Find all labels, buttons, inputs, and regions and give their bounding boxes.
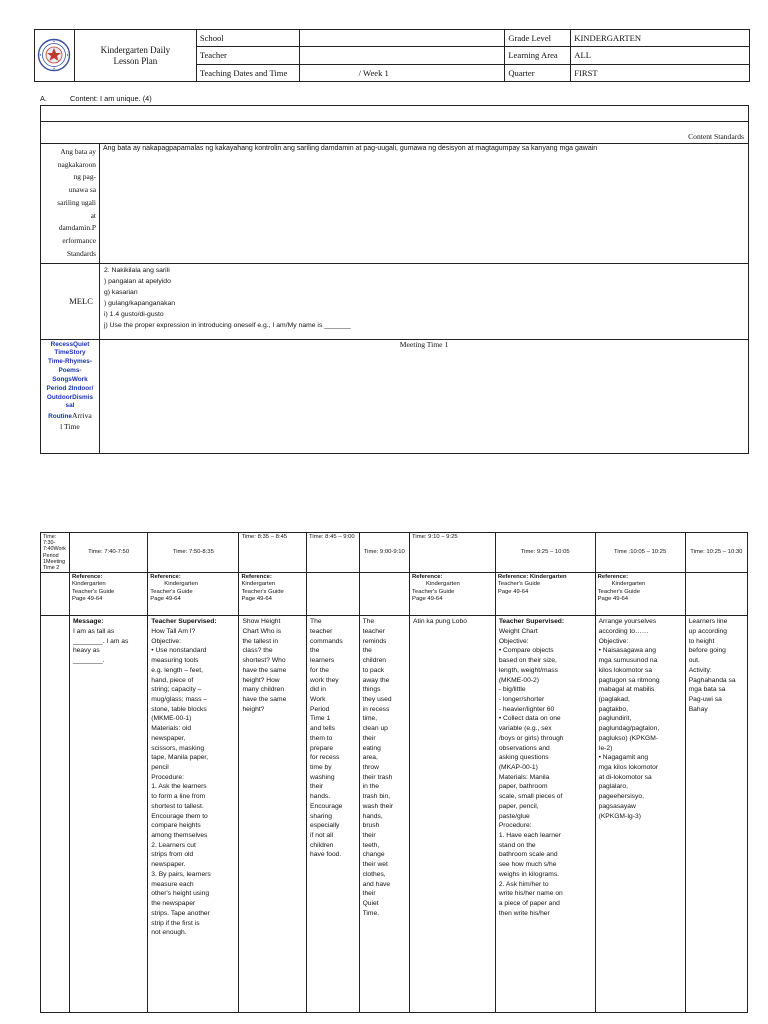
deped-seal-icon: [37, 38, 71, 72]
ref-cell-empty: [685, 573, 747, 616]
header-table: [34, 29, 750, 82]
teaching-dates-value: [299, 64, 505, 81]
blank-row: [41, 106, 749, 122]
learning-area-label: Learning Area: [505, 47, 571, 64]
ref-cell-empty: [359, 573, 409, 616]
melc-item: g) kasarian: [103, 288, 138, 296]
meeting-time-title: Meeting Time 1: [99, 339, 748, 453]
quiet-time-cell: The teacher reminds the children to pack away the things they used in recess time, clean up their eating area, throw their trash in the trash bin, wash their hands, brush their teeth, change their wet clothes, and have their Quiet Time.: [359, 616, 409, 1013]
performance-standards-label: Ang bata ay nagkakaroon ng pag- unawa sa sariling ugali at damdamin.P erformance Standards: [41, 144, 100, 264]
time-cell: Time: 7:40-7:50: [69, 533, 147, 573]
reference-cell: Reference: Kindergarten Teacher's Guide Page 49-64: [495, 573, 595, 616]
time-cell: Time: 8:45 – 9:00: [307, 533, 360, 573]
content-line: [40, 94, 152, 103]
learning-area-value: ALL: [571, 47, 750, 64]
grade-level-label: Grade Level: [505, 30, 571, 47]
melc-item: 2. Nakikilala ang sarili: [103, 266, 170, 274]
time-cell: Time: 9:00-9:10: [359, 533, 409, 573]
story-cell: Atin ka pung Lobo: [410, 616, 496, 1013]
time-cell: Time :10:05 – 10:25: [595, 533, 685, 573]
melc-item: ) gulang/kapanganakan: [103, 299, 176, 307]
melc-item: j) Use the proper expression in introducing oneself e.g., I am/My name is _______: [103, 321, 351, 329]
recess-prep-cell: The teacher commands the learners for the work they did in Work Period Time 1 and tells them to prepare for recess time by washing their hands. Encourage sharing especially if not all children have food.: [307, 616, 360, 1013]
standards-table: [40, 105, 749, 454]
teacher-value: [299, 47, 505, 64]
body-cell-empty: [41, 616, 70, 1013]
teaching-dates-label: Teaching Dates and Time: [196, 64, 299, 81]
school-value: [299, 30, 505, 47]
time-cell: Time: 7:50-8:35: [148, 533, 239, 573]
quarter-label: Quarter: [505, 64, 571, 81]
lesson-plan-title: [74, 30, 196, 82]
time-cell: Time: 8:35 – 8:45: [239, 533, 307, 573]
time-cell: Time: 9:10 – 9:25: [410, 533, 496, 573]
reference-cell: Reference: Kindergarten Teacher's Guide Page 49-64: [239, 573, 307, 616]
content-standards-label: Content Standards: [41, 122, 749, 144]
quarter-value: FIRST: [571, 64, 750, 81]
routine-label: RecessQuiet TimeStory Time-Rhymes- Poems- SongsWork Period 2Indoor/ OutdoorDismis sal RoutineArriva l Time: [41, 339, 100, 453]
content-letter: A.: [40, 94, 47, 103]
time-cell: Time: 9:25 – 10:05: [495, 533, 595, 573]
title-line-2: Lesson Plan: [113, 55, 158, 66]
teacher-label: Teacher: [196, 47, 299, 64]
schedule-table: [40, 532, 748, 1013]
reference-cell: Reference: Kindergarten Teacher's Guide Page 49-64: [595, 573, 685, 616]
grade-level-value: KINDERGARTEN: [571, 30, 750, 47]
ref-cell-empty: [307, 573, 360, 616]
how-tall-cell: Teacher Supervised: How Tall Am I? Objective: • Use nonstandard measuring tools e.g. length – feet, hand, piece of string; capacity – mug/glass; mass – stone, table blocks (MKME-00-1) Materials: old newspaper, scissors, masking tape, Manila paper, pencil Procedure: 1. Ask the learners to form a line from shortest to tallest. Encourage them to compare heights among themselves 2. Learners cut strips from old newspaper. 3. By pairs, learners measure each other's height using the newspaper strips. Tape another strip if the first is not enough.: [148, 616, 239, 1013]
height-chart-cell: Show Height Chart Who is the tallest in class? the shortest? Who have the same height? How many children have the same height?: [239, 616, 307, 1013]
performance-standards-text: Ang bata ay nakapagpapamalas ng kakayahang kontrolin ang sariling damdamin at pag-uugali, gumawa ng desisyon at magtagumpay sa kanyang mga gawain: [99, 144, 748, 264]
reference-cell: Reference: Kindergarten Teacher's Guide Page 49-64: [410, 573, 496, 616]
message-cell: Message: I am as tall as ________. I am as heavy as ________.: [69, 616, 147, 1013]
reference-cell: Reference: Kindergarten Teacher's Guide Page 49-64: [148, 573, 239, 616]
ref-cell-empty: [41, 573, 70, 616]
content-text: Content: I am unique. (4): [70, 94, 152, 103]
reference-cell: Reference: Kindergarten Teacher's Guide Page 49-64: [69, 573, 147, 616]
deped-seal: [35, 30, 75, 82]
week-text: / Week 1: [358, 67, 389, 78]
arrange-yourselves-cell: Arrange yourselves according to…… Objective: • Naisasagawa ang mga sumusunod na kilos lokomotor sa pagtugon sa ritmong mabagal at mabilis (paglakad, pagtakbo, paglundirit, paglundag/pagtalon, paglukso) (KPKGM- Ie-2) • Nagagamit ang mga kilos lokomotor at di-lokomotor sa paglalaro, pageehersisyo, pagsasayaw (KPKGM-Ig-3): [595, 616, 685, 1013]
school-label: School: [196, 30, 299, 47]
time-cell: Time: 10:25 – 10:30: [685, 533, 747, 573]
melc-item: ) pangalan at apelyido: [103, 277, 171, 285]
melc-label: MELC: [41, 263, 100, 339]
time-cell: Time: 7:30-7:40Work Period 1Meeting Time 2: [41, 533, 70, 573]
weight-chart-cell: Teacher Supervised: Weight Chart Objective: • Compare objects based on their size, length, weight/mass (MKME-00-2) - big/little - longer/shorter - heavier/lighter 60 • Collect data on one variable (e.g., sex /boys or girls) through observations and asking questions (MKAP-00-1) Materials: Manila paper, bathroom scale, small pieces of paper, pencil, paste/glue Procedure: 1. Have each learner stand on the bathroom scale and see how much s/he weighs in kilograms. 2. Ask him/her to write his/her name on a piece of paper and then write his/her: [495, 616, 595, 1013]
melc-item: i) 1.4 gusto/di-gusto: [103, 310, 164, 318]
melc-list: [99, 263, 748, 339]
title-line-1: Kindergarten Daily: [100, 44, 171, 55]
dismissal-cell: Learners line up according to height before going out. Activity: Paghahanda sa mga bata sa Pag-uwi sa Bahay: [685, 616, 747, 1013]
